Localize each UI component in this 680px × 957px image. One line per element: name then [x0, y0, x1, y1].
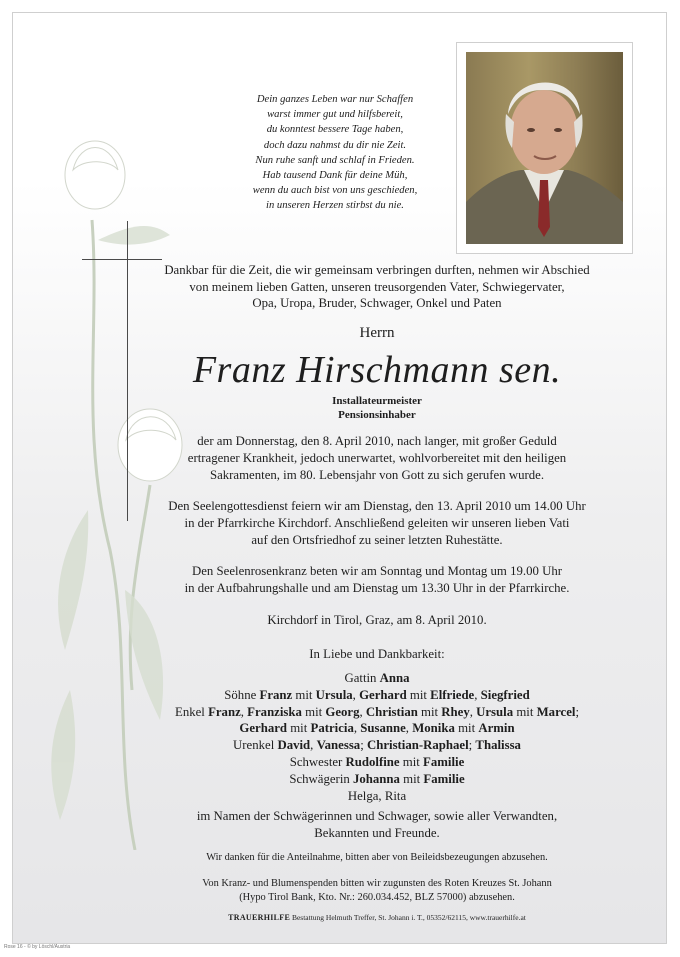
donation-line: Von Kranz- und Blumenspenden bitten wir zugunsten des Roten Kreuzes St. Johann [202, 878, 552, 889]
donation-line: (Hypo Tirol Bank, Kto. Nr.: 260.034.452, BLZ 57000) abzusehen. [239, 892, 515, 903]
family-text: , [469, 704, 477, 719]
family-name: Christian-Raphael [366, 738, 469, 753]
family-name: Johanna [352, 771, 400, 786]
family-line [148, 704, 606, 721]
family-line [148, 720, 606, 737]
family-name: Marcel [536, 704, 576, 719]
family-text: mit [399, 771, 424, 786]
family-text: mit [287, 721, 311, 736]
family-name: Susanne [360, 721, 406, 736]
family-name: Monika [412, 721, 455, 736]
love-line: In Liebe und Dankbarkeit: [309, 647, 445, 661]
poem-line: du konntest bessere Tage haben, [266, 124, 404, 136]
family-name: Elfriede [430, 687, 475, 702]
family-text: , [240, 704, 248, 719]
salutation: Herrn [359, 325, 395, 341]
family-name: Anna [379, 671, 410, 685]
family-name: Armin [478, 721, 515, 736]
family-text: Gattin [344, 671, 380, 685]
family-name: Thalissa [475, 738, 521, 753]
cross-icon [82, 259, 162, 260]
poem-line: doch dazu nahmst du dir nie Zeit. [263, 139, 407, 151]
family-text: Schwester [289, 754, 346, 769]
rosary-line: in der Aufbahrungshalle und am Dienstag um 13.30 Uhr in der Pfarrkirche. [184, 580, 570, 595]
brand-logo: TRAUERHILFE [228, 913, 291, 922]
portrait-photo-icon [466, 52, 623, 244]
family-name: Familie [423, 771, 465, 786]
family-name: David [277, 738, 311, 753]
poem-line: warst immer gut und hilfsbereit, [267, 109, 403, 121]
family-text: mit [399, 754, 424, 769]
intro-line: von meinem lieben Gatten, unseren treusorgenden Vater, Schwiegervater, [189, 279, 565, 294]
family-text: mit [454, 721, 479, 736]
footer-text: Bestattung Helmuth Treffer, St. Johann i. T., 05352/62115, www.trauerhilfe.at [290, 913, 526, 922]
death-line: ertragener Krankheit, jedoch unerwartet, wohlvorbereitet mit den heiligen [187, 450, 567, 465]
family-text: ; [360, 738, 367, 753]
portrait-photo [466, 52, 623, 244]
intro-line: Dankbar für die Zeit, die wir gemeinsam verbringen durften, nehmen wir Abschied [164, 263, 590, 277]
family-name: Franziska [247, 704, 302, 719]
poem-line: Hab tausend Dank für deine Müh, [262, 170, 408, 182]
family-name: Rhey [441, 704, 470, 719]
family-line [148, 687, 606, 704]
funeral-line: in der Pfarrkirche Kirchdorf. Anschließend geleiten wir unseren lieben Vati [184, 515, 570, 530]
funeral-line: Den Seelengottesdienst feiern wir am Dienstag, den 13. April 2010 um 14.00 Uhr [168, 499, 586, 513]
family-text: , [310, 738, 317, 753]
family-line [148, 771, 606, 788]
family-list [148, 670, 606, 804]
family-name: Georg [325, 704, 360, 719]
family-name: Ursula [476, 704, 514, 719]
relatives-line: im Namen der Schwägerinnen und Schwager, sowie aller Verwandten, [196, 809, 558, 823]
intro-text [148, 262, 606, 312]
rosary-line: Den Seelenrosenkranz beten wir am Sonntag und Montag um 19.00 Uhr [192, 564, 562, 578]
thanks-text: Wir danken für die Anteilnahme, bitten aber von Beileidsbezeugungen abzusehen. [206, 852, 548, 863]
family-name: Franz [208, 704, 241, 719]
family-text: ; [575, 704, 579, 719]
family-text: , [353, 721, 361, 736]
family-text: mit [292, 687, 316, 702]
poem-line: in unseren Herzen stirbst du nie. [266, 200, 404, 212]
relatives-line: Bekannten und Freunde. [314, 825, 440, 840]
image-credit: Rose 16 - © by Löschl/Austria [4, 944, 71, 950]
family-text: mit [406, 687, 431, 702]
poem [215, 92, 455, 214]
family-name: Christian [365, 704, 418, 719]
family-text: , [405, 721, 413, 736]
photo-frame [456, 42, 633, 254]
family-text: ; [468, 738, 476, 753]
deceased-name: Franz Hirschmann sen. [192, 349, 562, 391]
deceased-titles [148, 394, 606, 422]
family-text: mit [301, 704, 326, 719]
family-line [148, 754, 606, 771]
donation-text [148, 877, 606, 905]
relatives-text [148, 808, 606, 842]
family-text: , [474, 687, 481, 702]
family-text: , [352, 687, 360, 702]
rosary-info [148, 563, 606, 597]
family-name: Gerhard [359, 687, 407, 702]
family-text: Schwägerin [289, 771, 353, 786]
family-name: Rudolfine [345, 754, 400, 769]
funeral-home-footer [148, 913, 606, 922]
poem-line: Dein ganzes Leben war nur Schaffen [256, 94, 414, 105]
funeral-info [148, 498, 606, 548]
family-text: mit [513, 704, 537, 719]
family-text: Urenkel [233, 738, 278, 753]
family-line [148, 670, 606, 687]
family-name: Familie [423, 754, 465, 769]
poem-line: Nun ruhe sanft und schlaf in Frieden. [255, 154, 415, 166]
family-name: Siegfried [480, 687, 530, 702]
intro-line: Opa, Uropa, Bruder, Schwager, Onkel und Paten [252, 296, 502, 311]
death-line: Sakramenten, im 80. Lebensjahr von Gott zu sich gerufen wurde. [209, 467, 545, 482]
poem-line: wenn du auch bist von uns geschieden, [252, 185, 418, 197]
family-text: Söhne [224, 687, 260, 702]
funeral-line: auf den Ortsfriedhof zu seiner letzten Ruhestätte. [251, 532, 503, 547]
cross-icon [127, 221, 128, 521]
family-name: Patricia [310, 721, 354, 736]
family-name: Gerhard [239, 721, 288, 736]
family-name: Ursula [315, 687, 353, 702]
place-date: Kirchdorf in Tirol, Graz, am 8. April 2010. [267, 613, 487, 627]
family-name: Franz [259, 687, 293, 702]
family-line [148, 737, 606, 754]
family-text: , [359, 704, 366, 719]
death-line: der am Donnerstag, den 8. April 2010, nach langer, mit großer Geduld [197, 434, 557, 448]
family-text: Enkel [175, 704, 209, 719]
death-notice [148, 433, 606, 483]
family-name: Vanessa [316, 738, 361, 753]
family-text: mit [417, 704, 442, 719]
family-line: Helga, Rita [347, 788, 407, 803]
title-line: Installateurmeister [332, 395, 422, 407]
title-line: Pensionsinhaber [338, 409, 416, 421]
